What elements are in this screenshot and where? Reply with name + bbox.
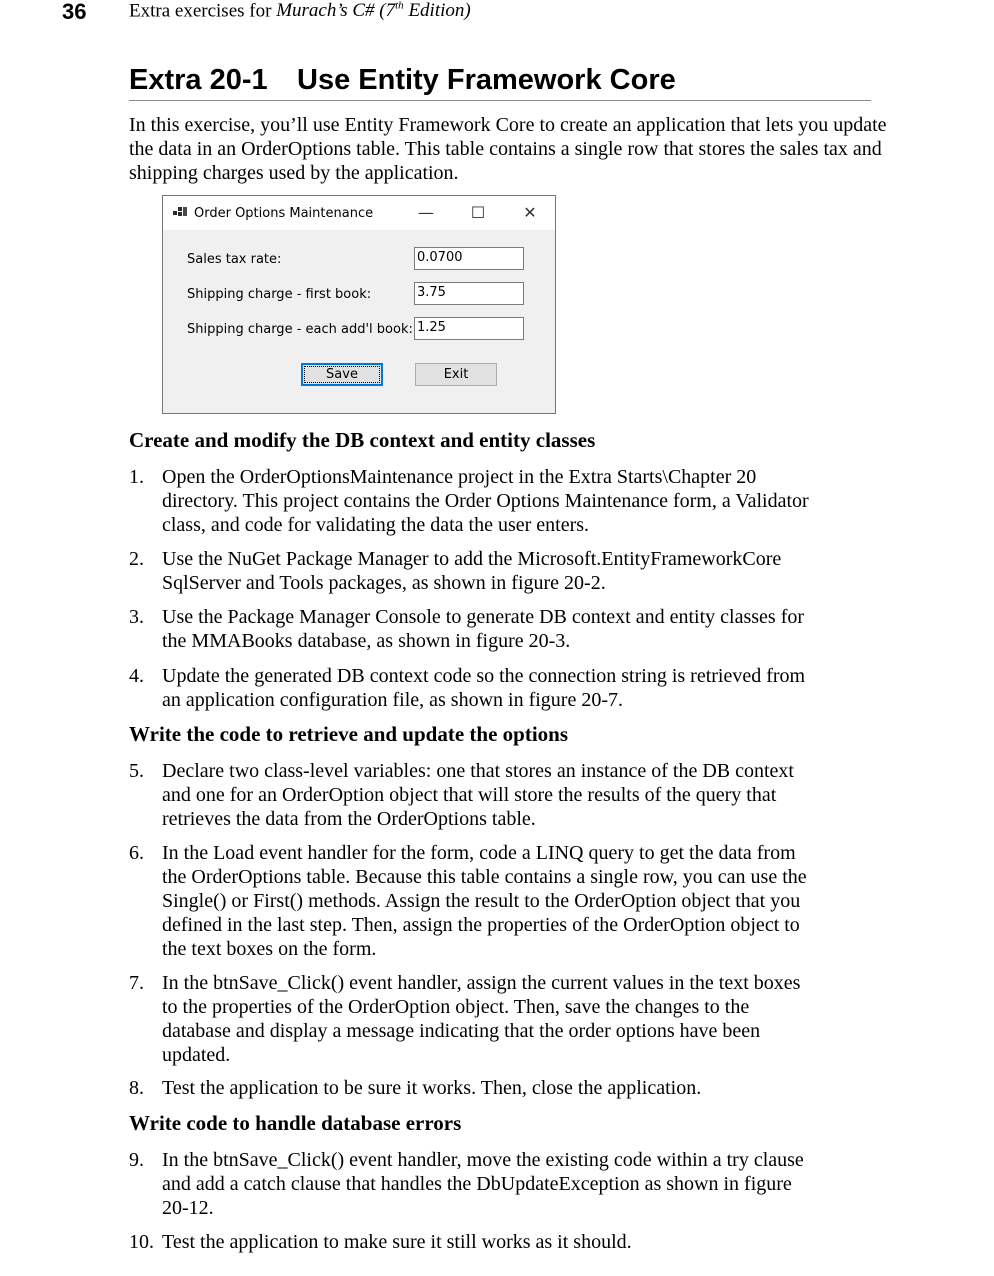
step-number: 3. xyxy=(129,606,144,628)
save-button[interactable] xyxy=(301,363,383,386)
window-title: Order Options Maintenance xyxy=(194,206,374,221)
step-line: Declare two class-level variables: one that stores an instance of the DB context xyxy=(162,760,794,782)
step-line: directory. This project contains the Order Options Maintenance form, a Validator xyxy=(162,490,809,512)
section-heading: Create and modify the DB context and entity classes xyxy=(129,428,596,452)
step-item xyxy=(129,605,909,653)
step-item xyxy=(129,1230,909,1254)
step-item xyxy=(129,1148,909,1220)
first-book-shipping-label: Shipping charge - first book: xyxy=(187,287,372,302)
step-line: database and display a message indicating that the order options have been xyxy=(162,1020,761,1042)
step-number: 8. xyxy=(129,1077,144,1099)
maximize-button[interactable]: ☐ xyxy=(470,203,486,222)
step-number: 2. xyxy=(129,548,144,570)
additional-book-shipping-input[interactable]: 1.25 xyxy=(414,317,524,340)
step-number: 4. xyxy=(129,665,144,687)
step-line: to the properties of the OrderOption object. Then, save the changes to the xyxy=(162,996,750,1018)
step-line: class, and code for validating the data the user enters. xyxy=(162,514,590,536)
step-item xyxy=(129,1076,909,1100)
step-number: 9. xyxy=(129,1149,144,1171)
page-number: 36 xyxy=(62,0,87,24)
step-number: 5. xyxy=(129,760,144,782)
step-line: Open the OrderOptionsMaintenance project in the Extra Starts\Chapter 20 xyxy=(162,466,757,488)
step-line: the OrderOptions table. Because this table contains a single row, you can use the xyxy=(162,866,807,888)
section-heading: Write code to handle database errors xyxy=(129,1111,462,1135)
step-line: and add a catch clause that handles the DbUpdateException as shown in figure xyxy=(162,1173,792,1195)
step-line: Test the application to be sure it works. Then, close the application. xyxy=(162,1077,702,1099)
exercise-title xyxy=(129,64,871,101)
step-line: retrieves the data from the OrderOptions table. xyxy=(162,808,536,830)
step-line: Use the NuGet Package Manager to add the Microsoft.EntityFrameworkCore xyxy=(162,548,782,570)
edition-superscript: th xyxy=(395,0,404,12)
exercise-number: Extra 20-1 xyxy=(129,64,268,96)
step-line: the MMABooks database, as shown in figure 20-3. xyxy=(162,630,571,652)
step-line: an application configuration file, as shown in figure 20-7. xyxy=(162,689,623,711)
intro-line: shipping charges used by the application. xyxy=(129,162,459,184)
step-line: the text boxes on the form. xyxy=(162,938,377,960)
step-line: In the btnSave_Click() event handler, move the existing code within a try clause xyxy=(162,1149,804,1171)
order-options-window xyxy=(162,195,556,414)
step-line: defined in the last step. Then, assign the properties of the OrderOption object to xyxy=(162,914,800,936)
step-item xyxy=(129,465,909,537)
step-line: and one for an OrderOption object that will store the results of the query that xyxy=(162,784,777,806)
step-number: 10. xyxy=(129,1231,154,1253)
step-number: 1. xyxy=(129,466,144,488)
step-item xyxy=(129,547,909,595)
step-line: In the btnSave_Click() event handler, assign the current values in the text boxes xyxy=(162,972,801,994)
exit-button[interactable]: Exit xyxy=(415,363,497,386)
running-header xyxy=(129,0,471,22)
minimize-button[interactable]: — xyxy=(418,203,434,222)
step-line: In the Load event handler for the form, code a LINQ query to get the data from xyxy=(162,842,796,864)
save-button-label: Save xyxy=(326,367,358,382)
exercise-name: Use Entity Framework Core xyxy=(297,64,676,96)
running-header-text: Extra exercises for xyxy=(129,0,277,22)
step-item xyxy=(129,971,909,1067)
step-number: 6. xyxy=(129,842,144,864)
close-button[interactable]: ✕ xyxy=(523,203,537,222)
step-line: Update the generated DB context code so the connection string is retrieved from xyxy=(162,665,806,687)
form-icon xyxy=(173,207,187,219)
intro-paragraph xyxy=(129,113,929,185)
step-line: Single() or First() methods. Assign the result to the OrderOption object that you xyxy=(162,890,801,912)
intro-line: In this exercise, you’ll use Entity Framework Core to create an application that lets you update xyxy=(129,114,887,136)
book-title: Murach’s C# (7th Edition) xyxy=(276,0,471,22)
additional-book-shipping-label: Shipping charge - each add'l book: xyxy=(187,322,413,337)
step-item xyxy=(129,759,909,831)
sales-tax-label: Sales tax rate: xyxy=(187,252,282,267)
step-line: updated. xyxy=(162,1044,231,1066)
step-number: 7. xyxy=(129,972,144,994)
window-titlebar[interactable] xyxy=(163,196,555,230)
intro-line: the data in an OrderOptions table. This table contains a single row that stores the sales tax and xyxy=(129,138,882,160)
step-item xyxy=(129,664,909,712)
section-heading: Write the code to retrieve and update the options xyxy=(129,722,569,746)
step-line: 20-12. xyxy=(162,1197,214,1219)
step-line: Use the Package Manager Console to generate DB context and entity classes for xyxy=(162,606,805,628)
step-line: Test the application to make sure it still works as it should. xyxy=(162,1231,632,1253)
sales-tax-input[interactable]: 0.0700 xyxy=(414,247,524,270)
first-book-shipping-input[interactable]: 3.75 xyxy=(414,282,524,305)
step-line: SqlServer and Tools packages, as shown in figure 20-2. xyxy=(162,572,606,594)
step-item xyxy=(129,841,909,961)
